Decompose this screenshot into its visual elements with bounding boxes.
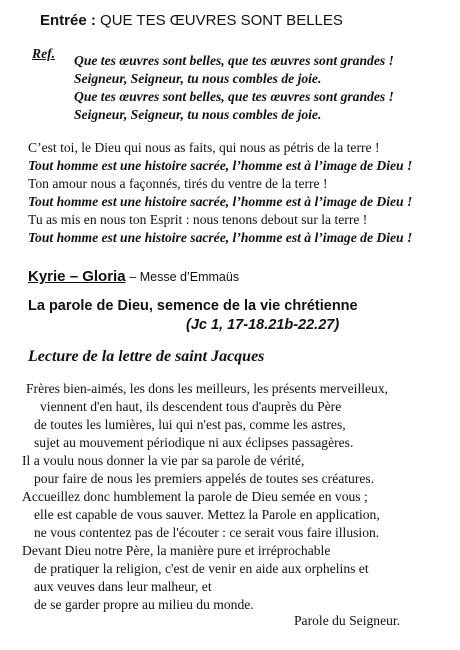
refrain-label: Ref.	[32, 46, 56, 61]
refrain-line: Que tes œuvres sont belles, que tes œuvres sont grandes !	[74, 53, 394, 68]
entree-title: QUE TES ŒUVRES SONT BELLES	[100, 12, 343, 29]
lecture-line: viennent d'en haut, ils descendent tous d'auprès du Père	[40, 399, 342, 414]
refrain-line: Que tes œuvres sont belles, que tes œuvres sont grandes !	[74, 89, 394, 104]
lecture-closing: Parole du Seigneur.	[294, 613, 401, 628]
lecture-line: Devant Dieu notre Père, la manière pure et irréprochable	[22, 543, 331, 558]
lecture-line: Frères bien-aimés, les dons les meilleurs, les présents merveilleux,	[26, 381, 389, 396]
entree-heading	[40, 12, 343, 29]
lecture-line: de toutes les lumières, lui qui n'est pas, comme les astres,	[34, 417, 346, 432]
lecture-line: sujet au mouvement périodique ni aux éclipses passagères.	[34, 435, 354, 450]
entree-label: Entrée :	[40, 12, 96, 29]
couplet-line: Tu as mis en nous ton Esprit : nous tenons debout sur la terre !	[28, 212, 368, 227]
lecture-line: ne vous contentez pas de l'écouter : ce serait vous faire illusion.	[34, 525, 380, 540]
parole-reference: (Jc 1, 17-18.21b-22.27)	[186, 317, 340, 333]
refrain-line: Seigneur, Seigneur, tu nous combles de joie.	[74, 107, 322, 122]
parole-title: La parole de Dieu, semence de la vie chrétienne	[28, 298, 358, 314]
lecture-line: Il a voulu nous donner la vie par sa parole de vérité,	[22, 453, 305, 468]
refrain-line: Seigneur, Seigneur, tu nous combles de joie.	[74, 71, 322, 86]
lecture-line: Accueillez donc humblement la parole de Dieu semée en vous ;	[22, 489, 368, 504]
couplet-refrain-line: Tout homme est une histoire sacrée, l’homme est à l’image de Dieu !	[28, 230, 413, 245]
kyrie-heading	[28, 268, 239, 286]
kyrie-subtitle: – Messe d’Emmaüs	[129, 270, 240, 284]
lecture-line: elle est capable de vous sauver. Mettez la Parole en application,	[34, 507, 380, 522]
lecture-title: Lecture de la lettre de saint Jacques	[28, 348, 265, 365]
couplet-refrain-line: Tout homme est une histoire sacrée, l’homme est à l’image de Dieu !	[28, 194, 413, 209]
couplet-line: Ton amour nous a façonnés, tirés du ventre de la terre !	[28, 176, 328, 191]
kyrie-title: Kyrie – Gloria	[28, 268, 126, 285]
couplet-refrain-line: Tout homme est une histoire sacrée, l’homme est à l’image de Dieu !	[28, 158, 413, 173]
lecture-line: aux veuves dans leur malheur, et	[34, 579, 212, 594]
couplet-line: C’est toi, le Dieu qui nous as faits, qui nous as pétris de la terre !	[28, 140, 380, 155]
lecture-line: de se garder propre au milieu du monde.	[34, 597, 254, 612]
lecture-line: de pratiquer la religion, c'est de venir en aide aux orphelins et	[34, 561, 369, 576]
lecture-line: pour faire de nous les premiers appelés de toutes ses créatures.	[34, 471, 375, 486]
